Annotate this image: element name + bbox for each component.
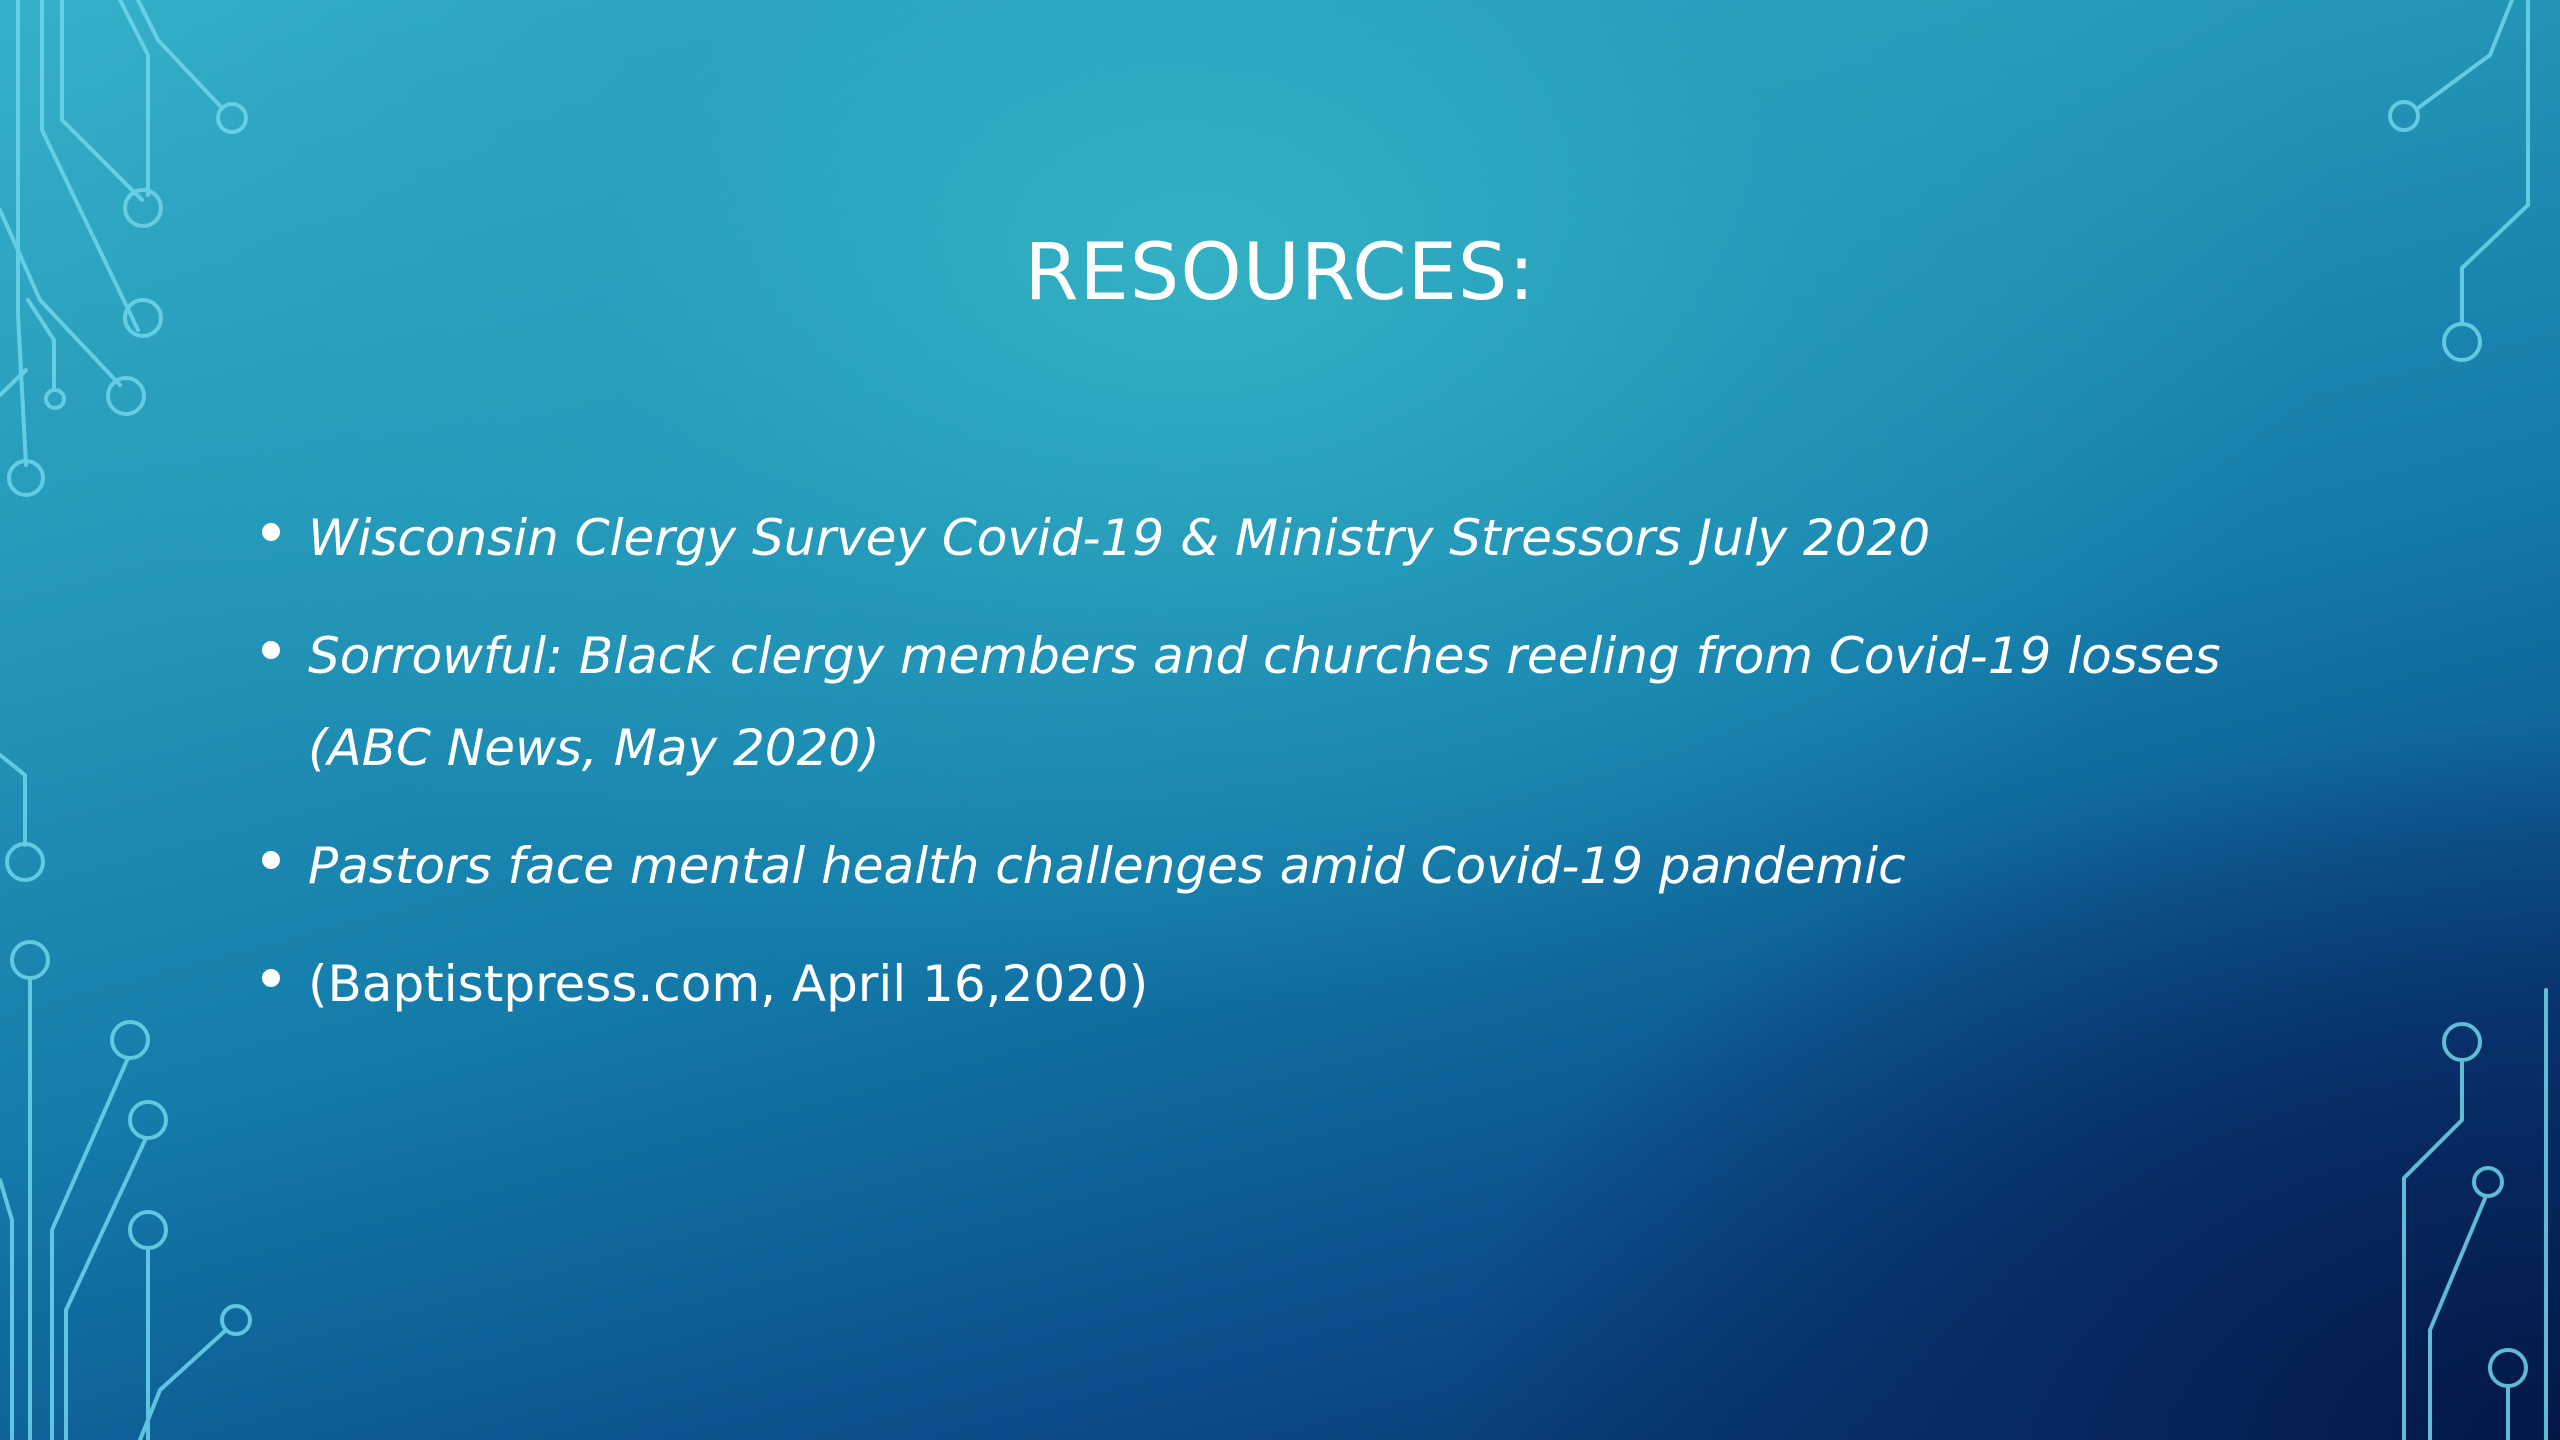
- bullet-dot-icon: [262, 523, 280, 541]
- slide-title: RESOURCES:: [1024, 228, 1536, 318]
- bullet-dot-icon: [262, 851, 280, 869]
- list-item-text: Sorrowful: Black clergy members and churches reeling from Covid-19 losses (ABC News, May 2020): [308, 627, 2221, 777]
- list-item-text: Wisconsin Clergy Survey Covid-19 & Ministry Stressors July 2020: [308, 509, 1931, 567]
- list-item-text: Pastors face mental health challenges amid Covid-19 pandemic: [308, 837, 1906, 895]
- list-item-text: (Baptistpress.com, April 16,2020): [308, 955, 1149, 1013]
- resources-list: [262, 492, 2262, 1056]
- list-item: [262, 610, 2262, 794]
- bullet-dot-icon: [262, 969, 280, 987]
- list-item: [262, 492, 2262, 584]
- list-item: [262, 938, 2262, 1030]
- list-item: [262, 820, 2262, 912]
- bullet-dot-icon: [262, 641, 280, 659]
